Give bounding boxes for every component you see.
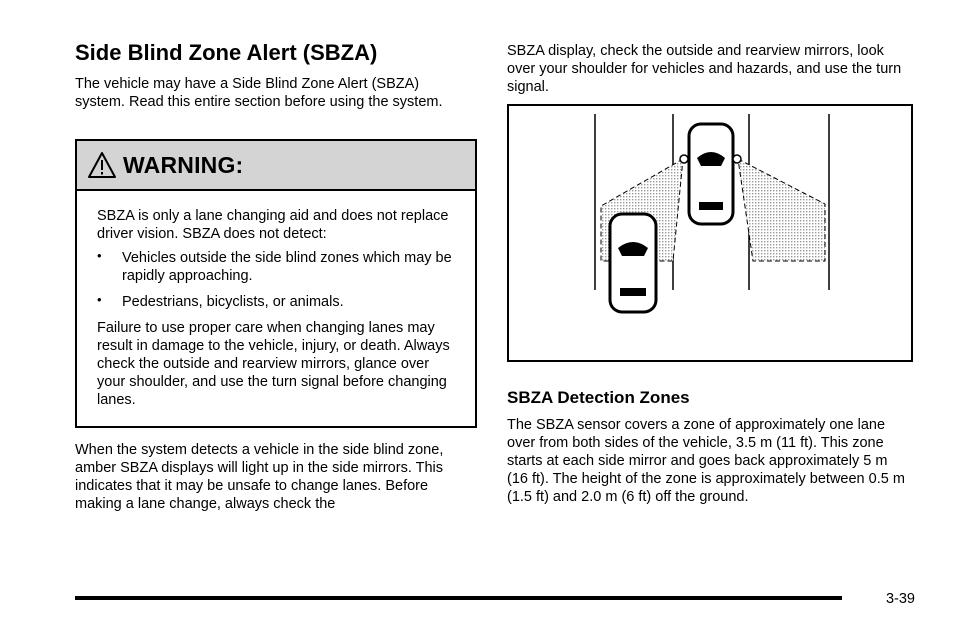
list-item: [97, 293, 457, 311]
left-mirror-sensor-icon: [680, 155, 688, 163]
warning-bullet-list: [97, 249, 457, 311]
subsection-title: SBZA Detection Zones: [507, 388, 690, 407]
continued-paragraph: SBZA display, check the outside and rearview mirrors, look over your shoulder for vehicles and hazards, and use the turn signal.: [507, 43, 902, 95]
bullet-text: Vehicles outside the side blind zones which may be rapidly approaching.: [122, 250, 452, 284]
bullet-icon: •: [97, 248, 102, 263]
zones-paragraph: The SBZA sensor covers a zone of approximately one lane over from both sides of the vehicle, 3.5 m (11 ft). This zone starts at each side mirror and goes back approximately 5 m (16 ft). The height of the zone is approximately between 0.5 m (1.5 ft) and 2.0 m (6 ft) off the ground.: [507, 417, 905, 505]
warning-failure-text: Failure to use proper care when changing lanes may result in damage to the vehicle, injury, or death. Always check the outside and rearview mirrors, glance over your shoulder, and use the turn signal before changing lanes.: [97, 320, 450, 408]
blind-zone-vehicle-icon: [610, 214, 656, 312]
page-number: 3-39: [885, 591, 915, 607]
right-detection-zone: [738, 159, 825, 261]
section-intro: The vehicle may have a Side Blind Zone Alert (SBZA) system. Read this entire section before using the system.: [75, 76, 443, 110]
warning-title: WARNING:: [123, 151, 244, 178]
warning-intro: SBZA is only a lane changing aid and does not replace driver vision. SBZA does not detect:: [97, 208, 449, 242]
bullet-text: Pedestrians, bicyclists, or animals.: [122, 294, 344, 310]
host-vehicle-icon: [680, 124, 741, 224]
sbza-detection-zones-diagram: [507, 104, 913, 362]
diagram-svg: [509, 106, 911, 360]
right-mirror-sensor-icon: [733, 155, 741, 163]
detection-paragraph: When the system detects a vehicle in the side blind zone, amber SBZA displays will light up in the side mirrors. This indicates that it may be unsafe to change lanes. Before making a lane change, always check the: [75, 442, 444, 512]
warning-triangle-icon: [87, 151, 117, 179]
warning-header: [77, 141, 475, 191]
footer-rule: [75, 596, 842, 600]
warning-body: [97, 207, 457, 409]
warning-box: [75, 139, 477, 428]
section-title: Side Blind Zone Alert (SBZA): [75, 40, 378, 65]
list-item: [97, 249, 457, 285]
bullet-icon: •: [97, 292, 102, 307]
